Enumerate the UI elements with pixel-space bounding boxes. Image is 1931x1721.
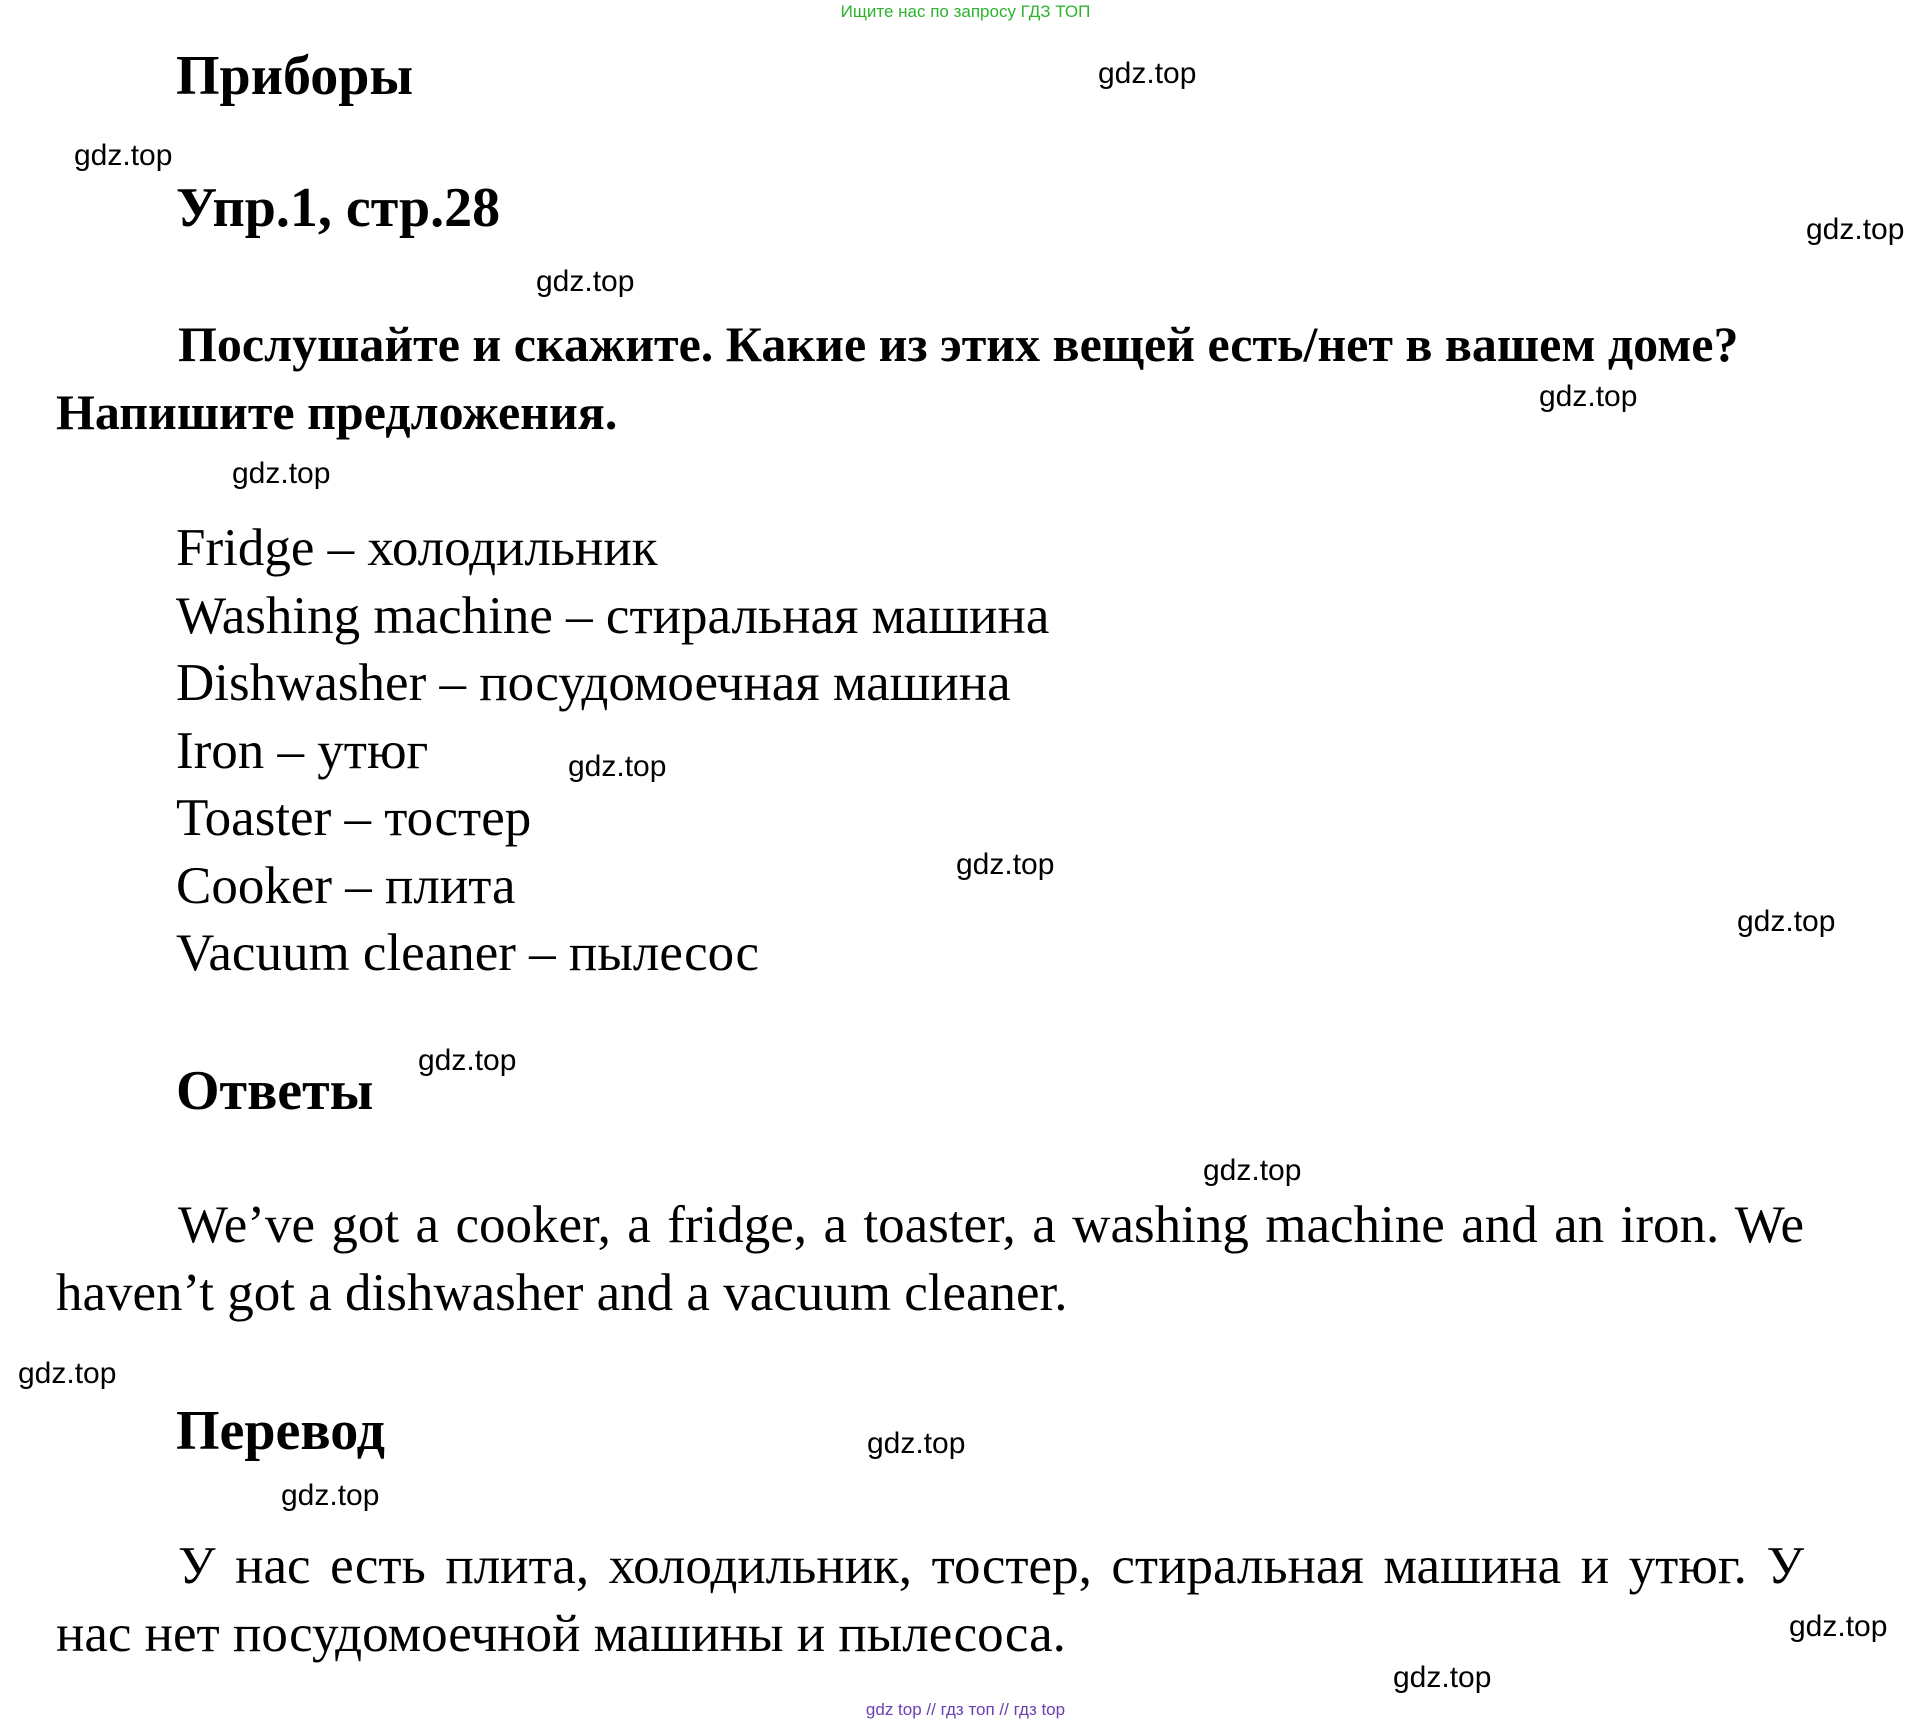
watermark: gdz.top	[1789, 1610, 1888, 1643]
watermark: gdz.top	[74, 139, 173, 172]
footer-links[interactable]: gdz top // гдз топ // гдз top	[865, 1700, 1066, 1719]
top-banner-link[interactable]: Ищите нас по запросу ГДЗ ТОП	[840, 2, 1091, 21]
watermark: gdz.top	[568, 750, 667, 783]
page-title: Приборы	[176, 45, 414, 107]
watermark: gdz.top	[1203, 1154, 1302, 1187]
exercise-label: Упр.1, стр.28	[176, 177, 501, 239]
watermark: gdz.top	[1539, 380, 1638, 413]
answer-paragraph: We’ve got a cooker, a fridge, a toaster, a washing machine and an iron. We haven’t got a dishwasher and a vacuum cleaner.	[56, 1196, 1804, 1322]
vocab-item: Cooker – плита	[176, 856, 516, 915]
translation-paragraph: У нас есть плита, холодильник, тостер, стиральная машина и утюг. У нас нет посудомоечной машины и пылесоса.	[56, 1537, 1804, 1663]
vocab-item: Iron – утюг	[176, 721, 429, 780]
watermark: gdz.top	[1737, 905, 1836, 938]
watermark: gdz.top	[1393, 1661, 1492, 1694]
exercise-instruction: Послушайте и скажите. Какие из этих вещей есть/нет в вашем доме? Напишите предложения.	[56, 316, 1739, 440]
translation-heading: Перевод	[176, 1400, 385, 1462]
watermark: gdz.top	[536, 265, 635, 298]
watermark: gdz.top	[956, 848, 1055, 881]
watermark: gdz.top	[1806, 213, 1905, 246]
watermark: gdz.top	[232, 457, 331, 490]
watermark: gdz.top	[18, 1357, 117, 1390]
watermark: gdz.top	[867, 1427, 966, 1460]
vocab-item: Fridge – холодильник	[176, 519, 658, 577]
vocab-item: Washing machine – стиральная машина	[176, 586, 1050, 645]
watermark: gdz.top	[418, 1044, 517, 1077]
answers-heading: Ответы	[176, 1060, 374, 1122]
vocab-item: Vacuum cleaner – пылесос	[176, 924, 760, 982]
vocab-item: Toaster – тостер	[176, 789, 532, 847]
watermark: gdz.top	[1098, 57, 1197, 90]
watermark: gdz.top	[281, 1479, 380, 1512]
vocab-item: Dishwasher – посудомоечная машина	[176, 654, 1011, 712]
